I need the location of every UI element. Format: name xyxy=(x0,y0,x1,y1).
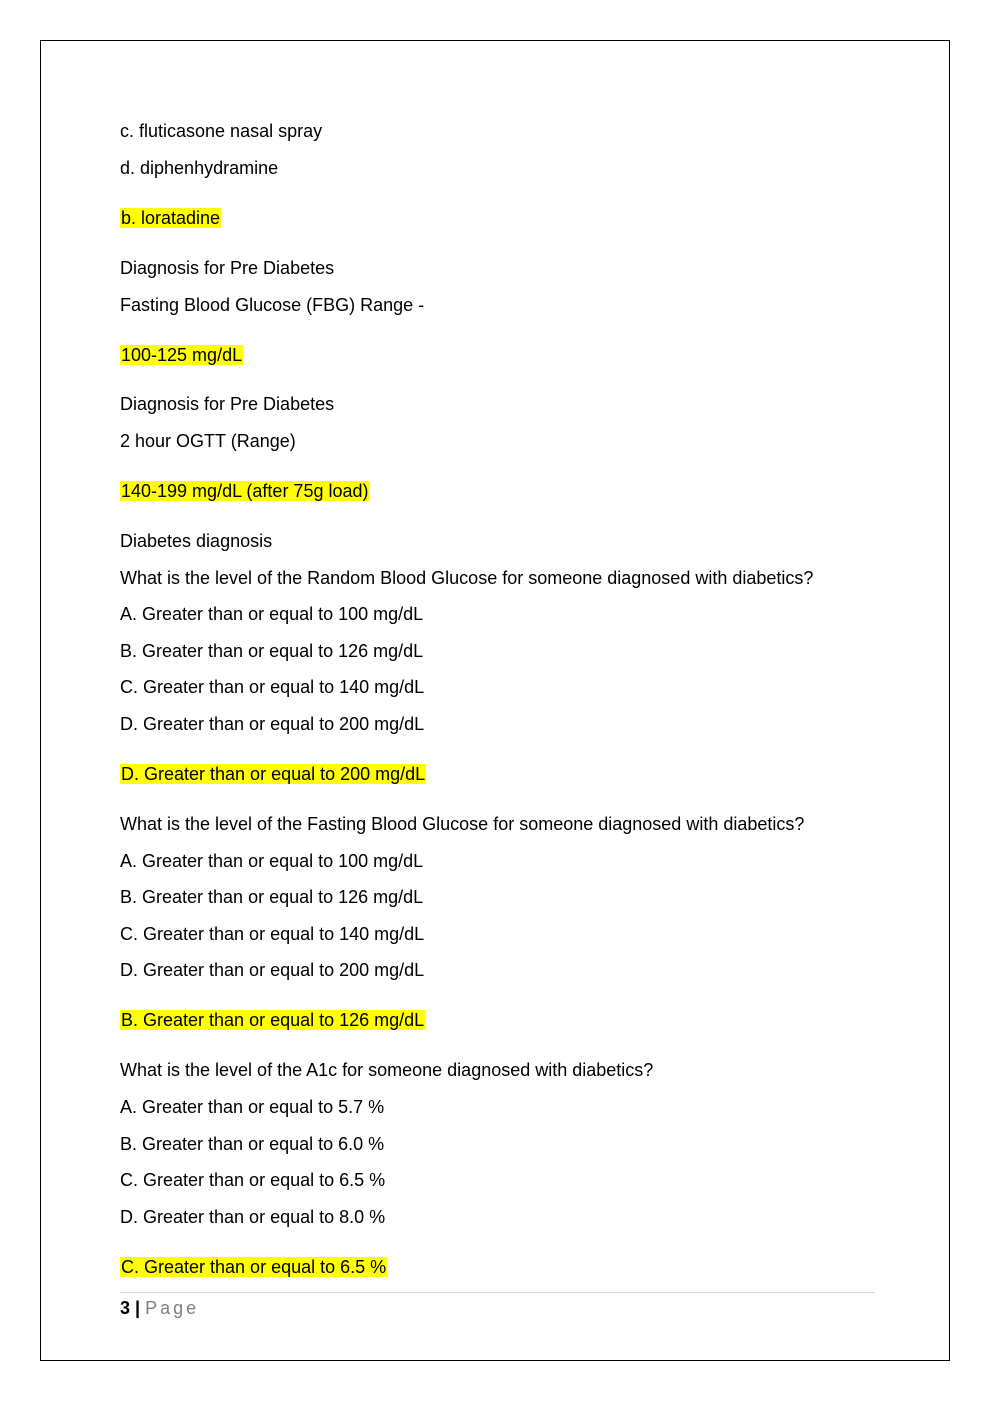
line-text: 2 hour OGTT (Range) xyxy=(120,431,296,451)
option-b xyxy=(120,886,423,908)
option-b xyxy=(120,640,423,662)
highlighted-answer: 140-199 mg/dL (after 75g load) xyxy=(121,481,369,501)
line-text: C. Greater than or equal to 140 mg/dL xyxy=(120,924,425,944)
line-text: What is the level of the Random Blood Glucose for someone diagnosed with diabetics? xyxy=(120,568,814,588)
line-text: A. Greater than or equal to 5.7 % xyxy=(120,1097,385,1117)
line-text: d. diphenhydramine xyxy=(120,158,279,178)
question-a1c xyxy=(120,1059,653,1081)
line-text: Diabetes diagnosis xyxy=(120,531,273,551)
answer-loratadine xyxy=(120,207,221,229)
line-text: A. Greater than or equal to 100 mg/dL xyxy=(120,604,424,624)
line-text: B. Greater than or equal to 126 mg/dL xyxy=(120,641,424,661)
option-d xyxy=(120,1206,385,1228)
page-number: 3 xyxy=(120,1298,131,1318)
question-ogtt-range xyxy=(120,430,296,452)
page-label: Page xyxy=(145,1298,200,1318)
highlighted-answer: B. Greater than or equal to 126 mg/dL xyxy=(121,1010,425,1030)
line-text: Fasting Blood Glucose (FBG) Range - xyxy=(120,295,425,315)
highlighted-answer: D. Greater than or equal to 200 mg/dL xyxy=(121,764,426,784)
line-text: c. fluticasone nasal spray xyxy=(120,121,323,141)
option-a xyxy=(120,850,423,872)
highlighted-answer: b. loratadine xyxy=(121,208,221,228)
option-a xyxy=(120,603,423,625)
line-text: D. Greater than or equal to 8.0 % xyxy=(120,1207,386,1227)
line-text: What is the level of the Fasting Blood Glucose for someone diagnosed with diabetics? xyxy=(120,814,805,834)
heading-pre-diabetes-1 xyxy=(120,257,334,279)
line-option-d-diphenhydramine xyxy=(120,157,278,179)
line-text: What is the level of the A1c for someone diagnosed with diabetics? xyxy=(120,1060,654,1080)
heading-pre-diabetes-2 xyxy=(120,393,334,415)
question-random-glucose xyxy=(120,567,813,589)
line-text: C. Greater than or equal to 140 mg/dL xyxy=(120,677,425,697)
option-c xyxy=(120,676,424,698)
page-footer xyxy=(120,1297,199,1319)
heading-diabetes-diagnosis xyxy=(120,530,272,552)
highlighted-answer: C. Greater than or equal to 6.5 % xyxy=(121,1257,387,1277)
line-text: C. Greater than or equal to 6.5 % xyxy=(120,1170,386,1190)
answer-a1c xyxy=(120,1256,387,1278)
line-text: Diagnosis for Pre Diabetes xyxy=(120,258,335,278)
line-text: D. Greater than or equal to 200 mg/dL xyxy=(120,714,425,734)
footer-separator: | xyxy=(135,1298,141,1318)
option-b xyxy=(120,1133,384,1155)
answer-fbg-range xyxy=(120,344,243,366)
line-text: B. Greater than or equal to 6.0 % xyxy=(120,1134,385,1154)
page-border xyxy=(40,40,950,1361)
option-d xyxy=(120,713,424,735)
question-fasting-glucose xyxy=(120,813,804,835)
answer-random-glucose xyxy=(120,763,426,785)
answer-ogtt-range xyxy=(120,480,370,502)
option-c xyxy=(120,923,424,945)
question-fbg-range xyxy=(120,294,424,316)
footer-divider xyxy=(120,1292,875,1293)
option-d xyxy=(120,959,424,981)
option-c xyxy=(120,1169,385,1191)
line-option-c-fluticasone xyxy=(120,120,322,142)
line-text: B. Greater than or equal to 126 mg/dL xyxy=(120,887,424,907)
line-text: Diagnosis for Pre Diabetes xyxy=(120,394,335,414)
line-text: A. Greater than or equal to 100 mg/dL xyxy=(120,851,424,871)
highlighted-answer: 100-125 mg/dL xyxy=(121,345,243,365)
option-a xyxy=(120,1096,384,1118)
answer-fasting-glucose xyxy=(120,1009,425,1031)
line-text: D. Greater than or equal to 200 mg/dL xyxy=(120,960,425,980)
